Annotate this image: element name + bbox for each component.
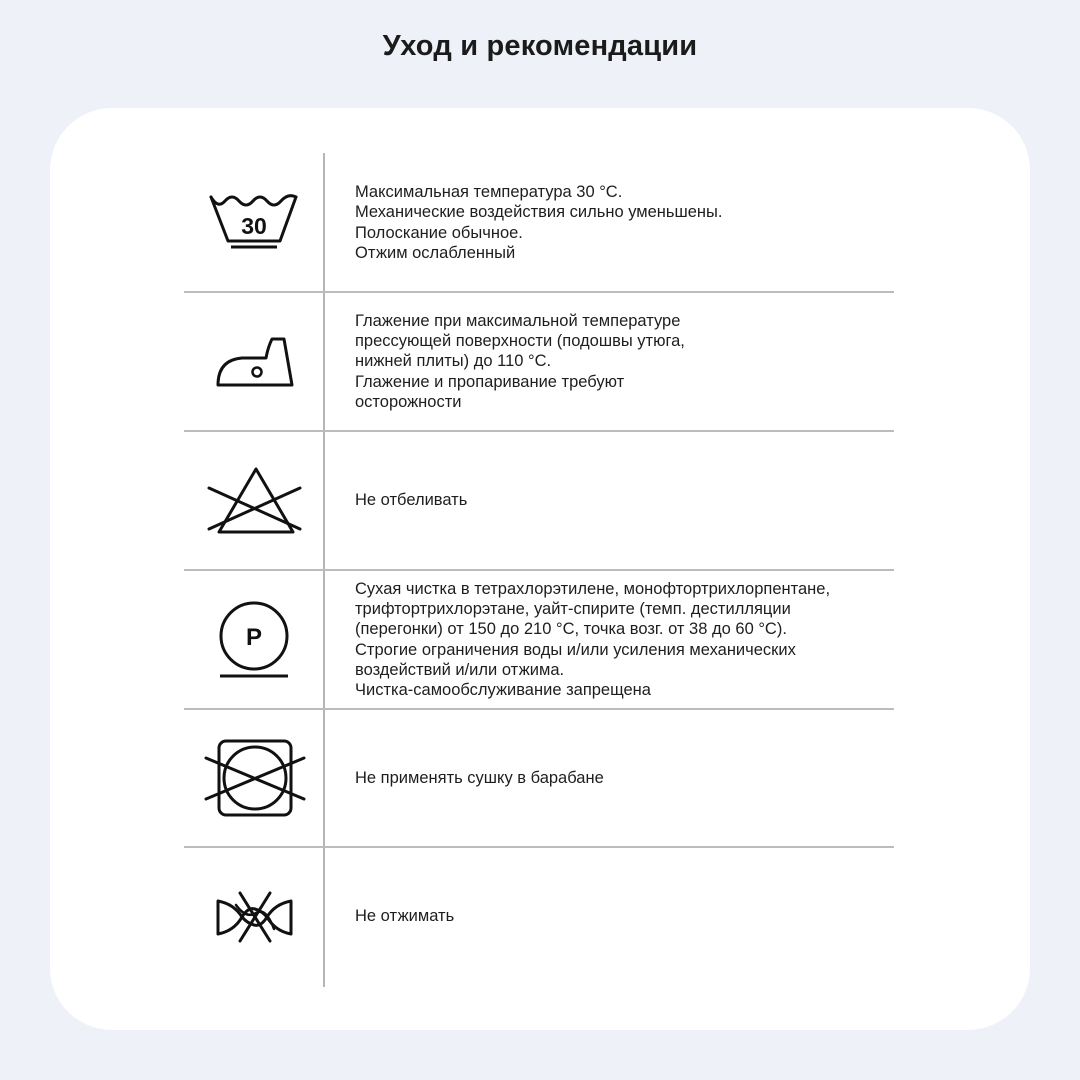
iron-low-temperature-icon (184, 292, 323, 431)
care-text: Не отжимать (355, 907, 455, 926)
do-not-bleach-icon (184, 431, 323, 570)
care-text: Сухая чистка в тетрахлорэтилене, монофтортрихлорпентане, трифтортрихлорэтане, уайт-спирите (темп. дестилляции (перегонки) от 150 до 210 °С, точка возг. от 38 до 60 °С). Строгие ограничения воды и/или усиления механических воздействий и/или отжима. Чистка-самообслуживание запрещена (355, 579, 831, 700)
care-row-iron (184, 292, 894, 431)
care-row-bleach (184, 431, 894, 570)
care-text: Максимальная температура 30 °С. Механические воздействия сильно уменьшены. Полоскание обычное. Отжим ослабленный (355, 182, 723, 262)
page-title: Уход и рекомендации (382, 30, 698, 62)
do-not-tumble-dry-icon (184, 709, 323, 848)
dry-clean-label: P (245, 624, 263, 651)
care-row-dry-clean (184, 570, 894, 709)
do-not-wring-icon (184, 847, 323, 986)
wash-temp-label: 30 (241, 213, 267, 239)
dry-clean-p-gentle-icon (184, 570, 323, 709)
care-row-wash (184, 153, 894, 292)
care-text: Не отбеливать (355, 491, 468, 510)
wash-30-gentle-icon (184, 153, 323, 292)
care-row-wring (184, 847, 894, 986)
care-row-tumble-dry (184, 709, 894, 848)
care-text: Не применять сушку в барабане (355, 769, 604, 788)
care-text: Глажение при максимальной температуре прессующей поверхности (подошвы утюга, нижней плиты) до 110 °С. Глажение и пропаривание требуют осторожности (355, 311, 685, 411)
